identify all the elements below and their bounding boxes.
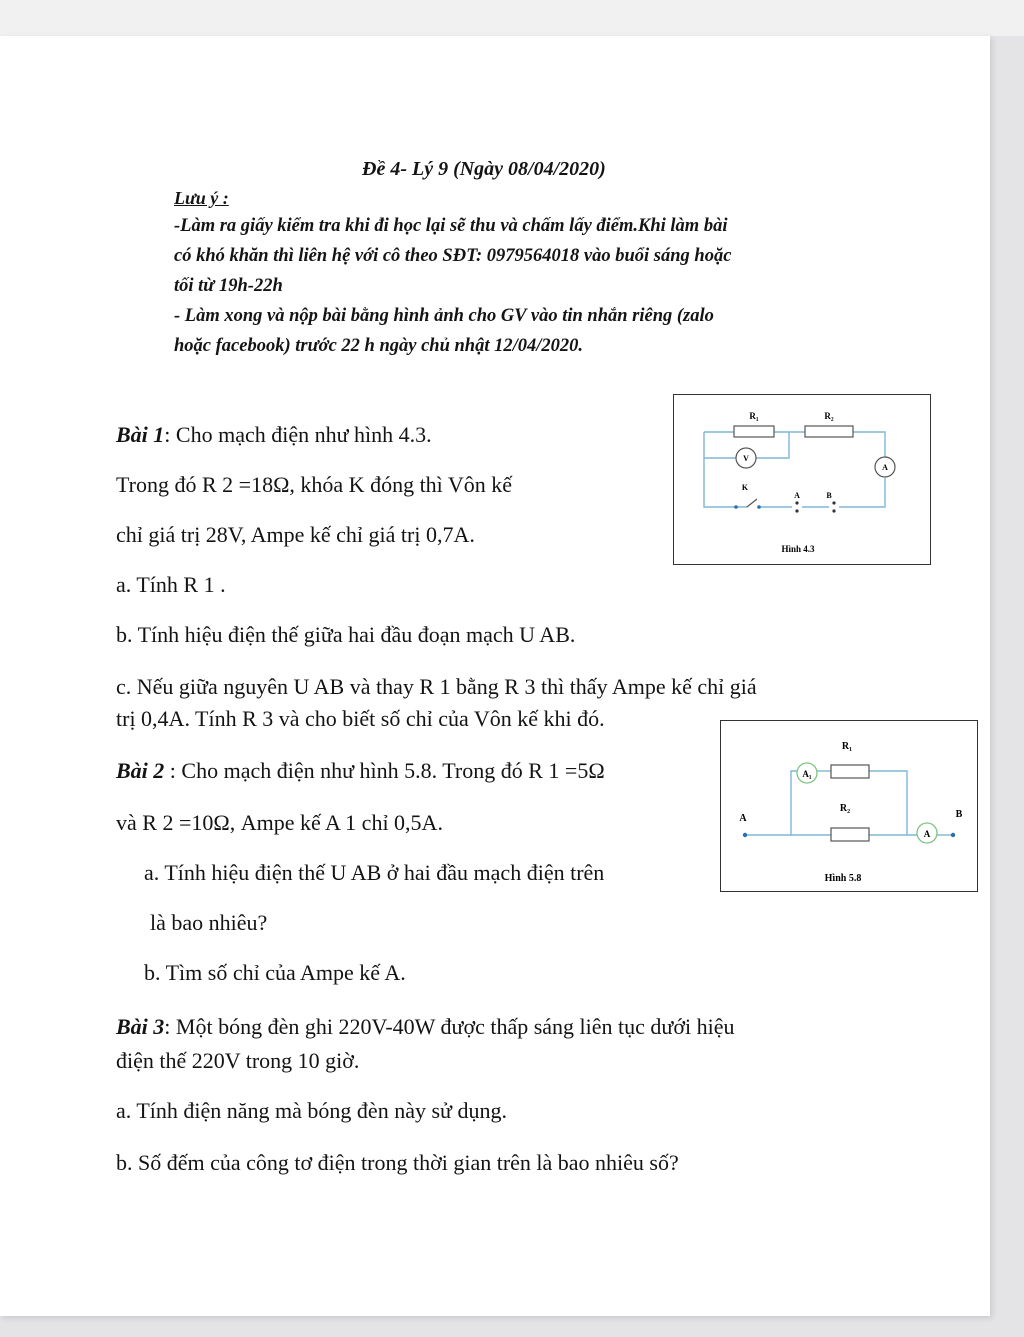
terminal-b-dot [951,833,955,837]
bai2-intro [116,758,605,784]
label-r1: R₁ [841,741,853,752]
bai3-intro-text: : Một bóng đèn ghi 220V-40W được thấp sáng liên tục dưới hiệu [164,1014,735,1039]
note-line: -Làm ra giấy kiểm tra khi đi học lại sẽ thu và chấm lấy điểm.Khi làm bài [174,216,728,236]
node-b-dot [832,501,835,504]
figure-caption: Hình 5.8 [824,873,862,884]
label-r2: R₂ [824,411,834,421]
label-a1: A₁ [802,769,812,779]
bai2-line2: và R 2 =10Ω, Ampe kế A 1 chỉ 0,5A. [116,810,443,835]
node-a-dot [795,501,798,504]
resistor-r1 [734,426,774,437]
note-line: tối từ 19h-22h [174,276,283,296]
resistor-r2 [831,828,869,841]
label-r2: R₂ [839,803,851,814]
resistor-r1 [831,765,869,778]
circuit-4-3 [674,395,930,564]
resistor-r2 [805,426,853,437]
bai3-question-a: a. Tính điện năng mà bóng đèn này sử dụng. [116,1098,507,1123]
bai2-question-a-cont: là bao nhiêu? [150,910,268,935]
figure-caption: Hình 4.3 [781,544,815,554]
viewer-top-area [0,0,1024,36]
bai2-label: Bài 2 [116,758,165,783]
bai3-question-b: b. Số đếm của công tơ điện trong thời gian trên là bao nhiêu số? [116,1150,679,1175]
note-line: có khó khăn thì liên hệ với cô theo SĐT: 0979564018 vào buổi sáng hoặc [174,246,732,266]
bai3-label: Bài 3 [116,1014,165,1039]
note-line: hoặc facebook) trước 22 h ngày chủ nhật 12/04/2020. [174,336,584,356]
label-r1: R₁ [749,411,759,421]
bai2-question-b: b. Tìm số chỉ của Ampe kế A. [144,960,406,985]
circuit-5-8 [721,721,977,891]
label-v: V [743,454,749,463]
note-heading: Lưu ý : [174,188,229,208]
bai1-question-a: a. Tính R 1 . [116,572,226,597]
label-ammeter: A [923,829,931,839]
figure-5-8 [720,720,978,892]
node-b-dot [832,509,835,512]
label-ammeter: A [882,463,888,472]
label-k: K [741,483,749,492]
switch-k [747,499,757,507]
label-node-b: B [826,491,832,500]
bai1-question-c: c. Nếu giữa nguyên U AB và thay R 1 bằng R 3 thì thấy Ampe kế chỉ giá [116,674,757,699]
bai1-line3: chỉ giá trị 28V, Ampe kế chỉ giá trị 0,7A. [116,522,475,547]
terminal-a-dot [743,833,747,837]
page-title: Đề 4- Lý 9 (Ngày 08/04/2020) [362,158,606,180]
bai1-label: Bài 1 [116,422,165,447]
bai1-intro-text: : Cho mạch điện như hình 4.3. [164,422,432,447]
label-node-a: A [739,813,747,824]
bai1-intro [116,422,432,448]
bai1-line2: Trong đó R 2 =18Ω, khóa K đóng thì Vôn kế [116,472,513,497]
bai1-question-c-cont: trị 0,4A. Tính R 3 và cho biết số chỉ của Vôn kế khi đó. [116,706,605,731]
bai2-question-a: a. Tính hiệu điện thế U AB ở hai đầu mạch điện trên [144,860,605,885]
figure-4-3 [673,394,931,565]
label-node-b: B [955,809,963,820]
note-line: - Làm xong và nộp bài bằng hình ảnh cho GV vào tin nhắn riêng (zalo [174,306,714,326]
bai3-line2: điện thế 220V trong 10 giờ. [116,1048,360,1073]
terminal-dot [734,505,738,509]
bai1-question-b: b. Tính hiệu điện thế giữa hai đầu đoạn mạch U AB. [116,622,576,647]
bai2-intro-text: : Cho mạch điện như hình 5.8. Trong đó R 1 =5Ω [164,758,605,783]
node-a-dot [795,509,798,512]
bai3-intro [116,1014,734,1040]
label-node-a: A [794,491,800,500]
terminal-dot [757,505,761,509]
